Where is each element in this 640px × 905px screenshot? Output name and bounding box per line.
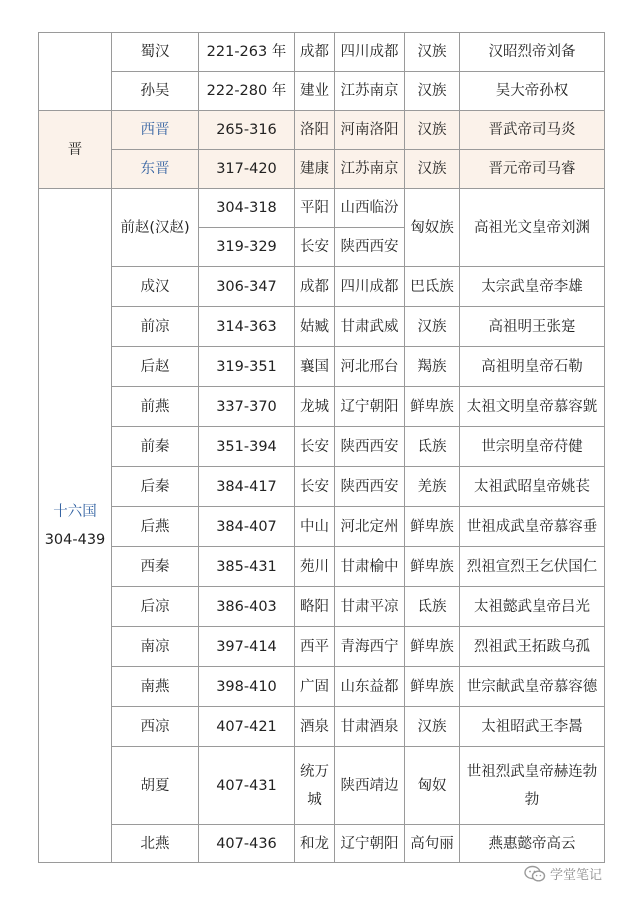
state-cell: 后燕 [112, 507, 199, 547]
location-cell: 辽宁朝阳 [335, 825, 405, 863]
group-label-empty [39, 33, 112, 111]
ethnicity-cell: 鲜卑族 [405, 667, 460, 707]
table-row [39, 387, 605, 427]
years-cell: 265-316 [199, 111, 295, 150]
table-row [39, 825, 605, 863]
capital-cell [295, 747, 335, 825]
state-cell: 胡夏 [112, 747, 199, 825]
capital-cell: 广固 [295, 667, 335, 707]
capital-cell: 长安 [295, 228, 335, 267]
capital-cell: 苑川 [295, 547, 335, 587]
table-row [39, 467, 605, 507]
founder-cell: 世宗明皇帝苻健 [460, 427, 605, 467]
capital-line: 统万 [300, 763, 329, 780]
capital-line: 城 [307, 791, 322, 808]
state-cell: 西秦 [112, 547, 199, 587]
years-cell: 386-403 [199, 587, 295, 627]
founder-cell: 晋武帝司马炎 [460, 111, 605, 150]
group-label-sixteen-kingdoms [39, 189, 112, 863]
founder-cell: 太宗武皇帝李雄 [460, 267, 605, 307]
capital-cell: 姑臧 [295, 307, 335, 347]
table-row [39, 72, 605, 111]
ethnicity-cell: 鲜卑族 [405, 627, 460, 667]
dynasty-table [38, 32, 605, 863]
location-cell: 辽宁朝阳 [335, 387, 405, 427]
years-cell: 407-431 [199, 747, 295, 825]
ethnicity-cell: 巴氐族 [405, 267, 460, 307]
years-cell: 407-436 [199, 825, 295, 863]
years-cell: 221-263 年 [199, 33, 295, 72]
founder-cell: 高祖光文皇帝刘渊 [460, 189, 605, 267]
location-cell: 河南洛阳 [335, 111, 405, 150]
state-cell: 成汉 [112, 267, 199, 307]
ethnicity-cell: 高句丽 [405, 825, 460, 863]
table-row [39, 267, 605, 307]
ethnicity-cell: 鲜卑族 [405, 387, 460, 427]
years-cell: 351-394 [199, 427, 295, 467]
years-cell: 304-318 [199, 189, 295, 228]
state-cell: 东晋 [112, 150, 199, 189]
ethnicity-cell: 汉族 [405, 707, 460, 747]
location-cell: 河北定州 [335, 507, 405, 547]
founder-cell: 太祖文明皇帝慕容皝 [460, 387, 605, 427]
capital-cell: 建业 [295, 72, 335, 111]
state-cell: 西晋 [112, 111, 199, 150]
location-cell: 甘肃榆中 [335, 547, 405, 587]
watermark-text: 学堂笔记 [550, 868, 603, 883]
location-cell: 山西临汾 [335, 189, 405, 228]
capital-cell: 平阳 [295, 189, 335, 228]
state-cell: 蜀汉 [112, 33, 199, 72]
ethnicity-cell: 羌族 [405, 467, 460, 507]
founder-cell: 吴大帝孙权 [460, 72, 605, 111]
location-cell: 江苏南京 [335, 150, 405, 189]
table-row [39, 347, 605, 387]
years-cell: 319-329 [199, 228, 295, 267]
ethnicity-cell: 鲜卑族 [405, 547, 460, 587]
capital-cell: 和龙 [295, 825, 335, 863]
years-cell: 317-420 [199, 150, 295, 189]
founder-cell: 太祖武昭皇帝姚苌 [460, 467, 605, 507]
capital-cell: 龙城 [295, 387, 335, 427]
years-cell: 314-363 [199, 307, 295, 347]
table-row [39, 547, 605, 587]
state-cell: 后赵 [112, 347, 199, 387]
table-row [39, 427, 605, 467]
location-cell: 甘肃武威 [335, 307, 405, 347]
years-cell: 397-414 [199, 627, 295, 667]
founder-cell: 高祖明王张寔 [460, 307, 605, 347]
location-cell: 陕西西安 [335, 427, 405, 467]
years-cell: 398-410 [199, 667, 295, 707]
capital-cell: 酒泉 [295, 707, 335, 747]
location-cell: 陕西西安 [335, 228, 405, 267]
ethnicity-cell: 鲜卑族 [405, 507, 460, 547]
ethnicity-cell: 汉族 [405, 72, 460, 111]
founder-cell: 高祖明皇帝石勒 [460, 347, 605, 387]
founder-cell: 太祖昭武王李暠 [460, 707, 605, 747]
ethnicity-cell: 汉族 [405, 111, 460, 150]
ethnicity-cell: 汉族 [405, 307, 460, 347]
years-cell: 337-370 [199, 387, 295, 427]
group-label-jin: 晋 [39, 111, 112, 189]
location-cell: 甘肃平凉 [335, 587, 405, 627]
years-cell: 319-351 [199, 347, 295, 387]
state-cell: 南燕 [112, 667, 199, 707]
capital-cell: 长安 [295, 427, 335, 467]
capital-cell: 略阳 [295, 587, 335, 627]
location-cell: 山东益都 [335, 667, 405, 707]
founder-cell: 晋元帝司马睿 [460, 150, 605, 189]
founder-cell: 世祖成武皇帝慕容垂 [460, 507, 605, 547]
state-cell: 孙吴 [112, 72, 199, 111]
ethnicity-cell: 匈奴 [405, 747, 460, 825]
years-cell: 407-421 [199, 707, 295, 747]
table-row [39, 587, 605, 627]
capital-cell: 建康 [295, 150, 335, 189]
years-cell: 385-431 [199, 547, 295, 587]
sixteen-kingdoms-label: 十六国 [53, 503, 97, 520]
years-cell: 306-347 [199, 267, 295, 307]
ethnicity-cell: 氐族 [405, 587, 460, 627]
founder-cell: 烈祖宣烈王乞伏国仁 [460, 547, 605, 587]
founder-cell: 烈祖武王拓跋乌孤 [460, 627, 605, 667]
state-cell: 西凉 [112, 707, 199, 747]
table-row [39, 150, 605, 189]
capital-cell: 中山 [295, 507, 335, 547]
ethnicity-cell: 汉族 [405, 150, 460, 189]
capital-cell: 成都 [295, 267, 335, 307]
founder-line: 世祖烈武皇帝赫连勃 [466, 763, 598, 780]
watermark [524, 864, 602, 883]
founder-cell: 汉昭烈帝刘备 [460, 33, 605, 72]
founder-cell: 太祖懿武皇帝吕光 [460, 587, 605, 627]
founder-cell: 燕惠懿帝高云 [460, 825, 605, 863]
state-cell: 前燕 [112, 387, 199, 427]
ethnicity-cell: 汉族 [405, 33, 460, 72]
location-cell: 甘肃酒泉 [335, 707, 405, 747]
table-row [39, 747, 605, 825]
years-cell: 222-280 年 [199, 72, 295, 111]
table-row [39, 627, 605, 667]
ethnicity-cell: 匈奴族 [405, 189, 460, 267]
state-cell: 前秦 [112, 427, 199, 467]
table-row [39, 189, 605, 228]
sixteen-kingdoms-range: 304-439 [44, 531, 106, 548]
ethnicity-cell: 羯族 [405, 347, 460, 387]
state-cell: 南凉 [112, 627, 199, 667]
state-cell: 北燕 [112, 825, 199, 863]
location-cell: 陕西靖边 [335, 747, 405, 825]
table-row [39, 667, 605, 707]
location-cell: 四川成都 [335, 267, 405, 307]
capital-cell: 西平 [295, 627, 335, 667]
state-cell: 后凉 [112, 587, 199, 627]
wechat-icon [524, 865, 546, 883]
table-row [39, 33, 605, 72]
ethnicity-cell: 氐族 [405, 427, 460, 467]
table-row [39, 507, 605, 547]
capital-cell: 洛阳 [295, 111, 335, 150]
state-cell: 前凉 [112, 307, 199, 347]
founder-cell [460, 747, 605, 825]
capital-cell: 长安 [295, 467, 335, 507]
location-cell: 青海西宁 [335, 627, 405, 667]
location-cell: 四川成都 [335, 33, 405, 72]
capital-cell: 襄国 [295, 347, 335, 387]
table-row [39, 111, 605, 150]
founder-line: 勃 [524, 791, 540, 808]
location-cell: 河北邢台 [335, 347, 405, 387]
state-cell: 后秦 [112, 467, 199, 507]
location-cell: 江苏南京 [335, 72, 405, 111]
years-cell: 384-407 [199, 507, 295, 547]
table-row [39, 707, 605, 747]
years-cell: 384-417 [199, 467, 295, 507]
location-cell: 陕西西安 [335, 467, 405, 507]
capital-cell: 成都 [295, 33, 335, 72]
founder-cell: 世宗献武皇帝慕容德 [460, 667, 605, 707]
table-row [39, 307, 605, 347]
state-cell: 前赵(汉赵) [112, 189, 199, 267]
